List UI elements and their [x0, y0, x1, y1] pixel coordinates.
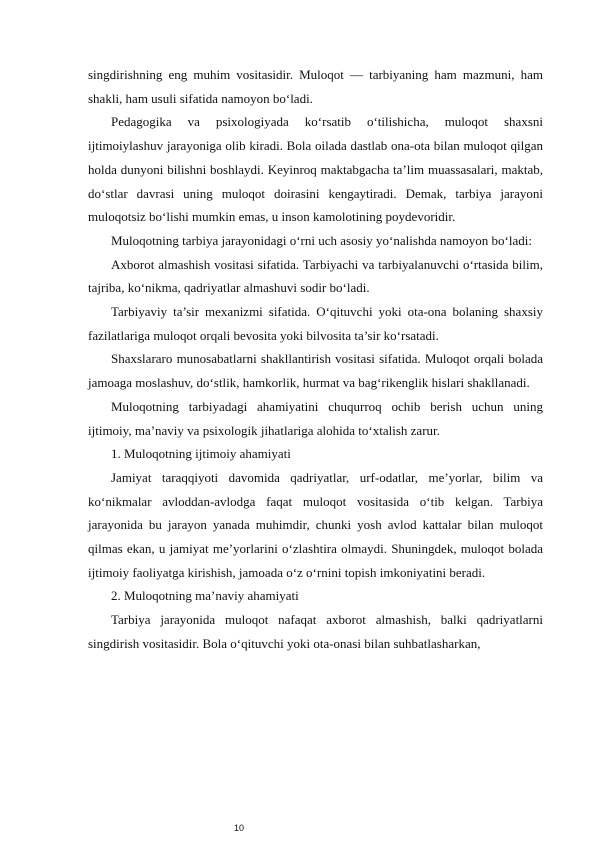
paragraph: Tarbiyaviy ta’sir mexanizmi sifatida. O‘qituvchi yoki ota-ona bolaning shaxsiy fazilatlariga muloqot orqali bevosita yoki bilvosita ta’sir ko‘rsatadi. — [88, 304, 543, 343]
paragraph: Axborot almashish vositasi sifatida. Tarbiyachi va tarbiyalanuvchi o‘rtasida bilim, tajriba, ko‘nikma, qadriyatlar almashuvi sodir bo‘ladi. — [88, 256, 543, 296]
paragraph: Tarbiya jarayonida muloqot nafaqat axborot almashish, balki qadriyatlarni singdirish vositasidir. Bola o‘qituvchi yoki ota-onasi bilan suhbatlasharkan, — [88, 612, 543, 651]
page-body — [88, 63, 543, 656]
page-number: 10 — [234, 823, 245, 833]
section-heading: 1. Muloqotning ijtimoiy ahamiyati — [111, 446, 291, 462]
paragraph: Jamiyat taraqqiyoti davomida qadriyatlar, urf-odatlar, me’yorlar, bilim va ko‘nikmalar avloddan-avlodga faqat muloqot vositasida o‘tib kelgan. Tarbiya jarayonida bu jarayon yanada muhimdir, chunki yosh avlod kattalar bilan muloqot qilmas ekan, u jamiyat me’yorlarini o‘zlashtira olmaydi. Shuningdek, muloqot bolada ijtimoiy faoliyatga kirishish, jamoada o‘z o‘rnini topish imkoniyatini beradi. — [88, 469, 543, 580]
paragraph: Pedagogika va psixologiyada ko‘rsatib o‘tilishicha, muloqot shaxsni ijtimoiylashuv jarayoniga olib kiradi. Bola oilada dastlab ona-ota bilan muloqot qilgan holda dunyoni bilishni boshlaydi. Keyinroq maktabgacha ta’lim muassasalari, maktab, do‘stlar davrasi uning muloqot doirasini kengaytiradi. Demak, tarbiya jarayoni muloqotsiz bo‘lishi mumkin emas, u inson kamolotining poydevoridir. — [88, 114, 543, 225]
section-heading: 2. Muloqotning ma’naviy ahamiyati — [111, 588, 299, 604]
paragraph: Muloqotning tarbiyadagi ahamiyatini chuqurroq ochib berish uchun uning ijtimoiy, ma’naviy va psixologik jihatlariga alohida to‘xtalish zarur. — [88, 398, 543, 438]
paragraph-continuation: singdirishning eng muhim vositasidir. Muloqot — tarbiyaning ham mazmuni, ham shakli, ham usuli sifatida namoyon bo‘ladi. — [88, 67, 543, 106]
paragraph: Muloqotning tarbiya jarayonidagi o‘rni uch asosiy yo‘nalishda namoyon bo‘ladi: — [111, 232, 532, 248]
paragraph: Shaxslararo munosabatlarni shakllantirish vositasi sifatida. Muloqot orqali bolada jamoaga moslashuv, do‘stlik, hamkorlik, hurmat va bag‘rikenglik hislari shakllanadi. — [88, 351, 543, 391]
